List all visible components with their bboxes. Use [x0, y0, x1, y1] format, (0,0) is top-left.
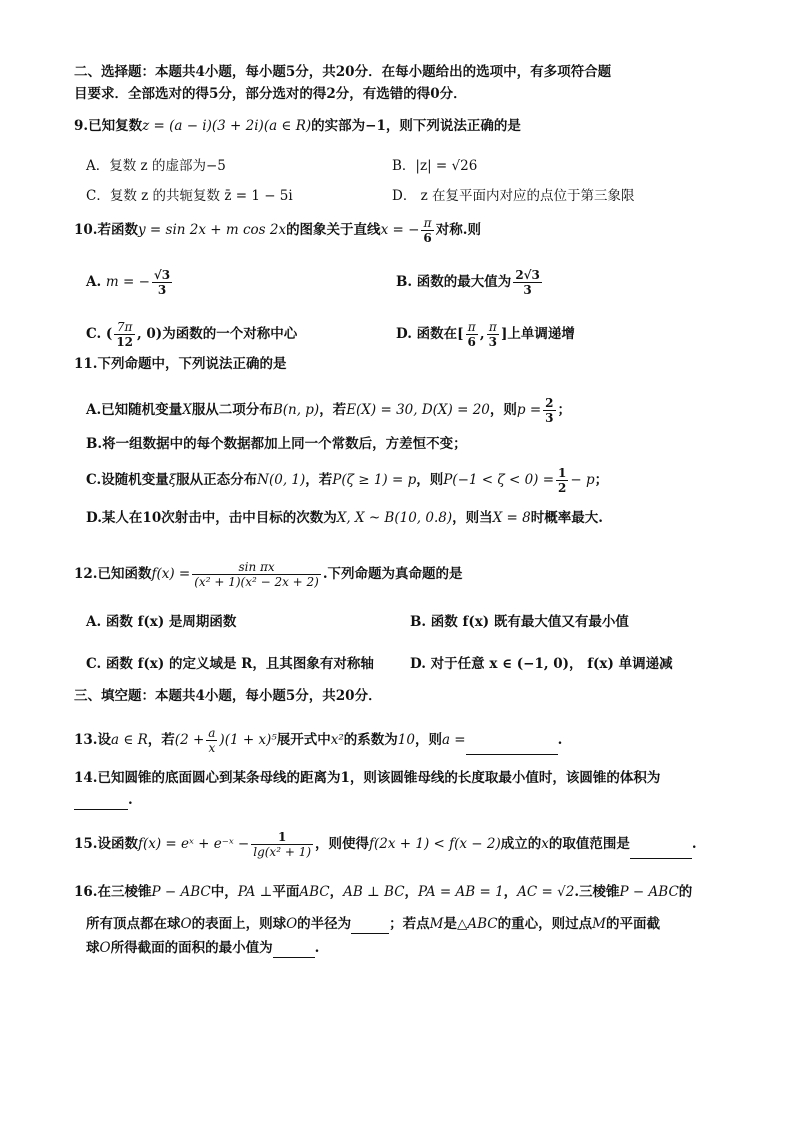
q11-b-text: B.将一组数据中的每个数据都加上同一个常数后，方差恒不变；: [86, 436, 467, 452]
q16-l1-m3: ABC: [299, 884, 330, 900]
q11-c-num: 1: [558, 466, 567, 480]
q9-option-b-text: B．|z| = √26: [392, 158, 478, 174]
q16-l2-m4: △ABC: [456, 916, 498, 932]
q13-frac-den: x: [208, 741, 216, 755]
q15-frac-den: lg(x² + 1): [253, 845, 312, 859]
q12-frac-den: (x² + 1)(x² − 2x + 2): [194, 575, 319, 589]
q12-stem: [74, 560, 734, 589]
q9-option-a: [86, 156, 226, 176]
q10-stem-x: x = −: [380, 222, 420, 238]
q12-frac: [192, 560, 321, 589]
q16-l1-m6: AC = √2: [517, 884, 575, 900]
q12-b-text: B. 函数 f(x) 既有最大值又有最小值: [410, 614, 629, 630]
q11-a-m3: E(X) = 30, D(X) = 20: [346, 402, 490, 418]
q9-stem: [74, 116, 734, 136]
q10-d-post: 上单调递增: [507, 326, 575, 342]
q13-mid2: 展开式中: [276, 732, 331, 748]
q11-c-mid3: ，则: [416, 472, 444, 488]
section2-heading-line2: [74, 84, 734, 104]
q15-m2: f(2x + 1) < f(x − 2): [369, 836, 501, 852]
q11-a-mid2: ，若: [319, 402, 347, 418]
q12-stem-post: .下列命题为真命题的是: [322, 566, 463, 582]
q14-answer-blank[interactable]: [74, 795, 128, 810]
q10-b-frac: [513, 268, 542, 297]
q14-stem: [74, 768, 734, 788]
q10-option-d: D. 函数在[ $\frac{\pi}{6}$ , $\frac{\pi}{3}$ ]上单调递增: [396, 320, 575, 349]
q11-a-num: 2: [545, 396, 554, 410]
q10-stem-mid: 的图象关于直线: [286, 222, 381, 238]
q11-c-m4: P(−1 < ζ < 0) =: [443, 472, 555, 488]
q11-a-mid3: ，则: [489, 402, 517, 418]
q16-l2-m1: O: [180, 916, 192, 932]
q16-l1-t7: 的: [678, 884, 693, 900]
q16-l2-m3: M: [429, 916, 444, 932]
q16-radius-blank[interactable]: [351, 919, 389, 934]
q16-l1-t1: 中，: [210, 884, 238, 900]
q16-l2-pre: 所有顶点都在球: [86, 916, 181, 932]
q13-m1: a ∈ R: [111, 732, 148, 748]
q11-d-post: 时概率最大.: [530, 510, 603, 526]
q16-line1: [74, 882, 734, 902]
q10-b-pre: B. 函数的最大值为: [396, 274, 512, 290]
q10-d-den1: 6: [467, 335, 476, 349]
q10-d-den2: 3: [488, 335, 497, 349]
q15-m1: f(x) = eˣ + e⁻ˣ −: [138, 836, 250, 852]
q13-pre: 13.设: [74, 732, 111, 748]
q16-l1-t5: ，: [503, 884, 518, 900]
q12-frac-num: sin πx: [192, 560, 321, 575]
q11-a-m1: X: [182, 402, 192, 418]
q16-l2-m2: O: [286, 916, 298, 932]
q15-answer-blank[interactable]: [630, 844, 692, 859]
q9-option-d-text: D． z 在复平面内对应的点位于第三象限: [392, 188, 635, 204]
q12-c-text: C. 函数 f(x) 的定义域是 R，且其图象有对称轴: [86, 656, 374, 672]
q10-d-pre: D. 函数在: [396, 326, 458, 342]
q11-c-mid: 服从正态分布: [176, 472, 258, 488]
q11-a-den: 3: [545, 411, 554, 425]
q16-l1-m1: P − ABC: [151, 884, 211, 900]
q10-frac-num: π: [421, 216, 433, 231]
q10-option-b: [396, 268, 544, 297]
q9-option-c: [86, 186, 293, 206]
q16-l2-t2: 的半径为: [297, 916, 352, 932]
q16-l1-m2: PA ⊥: [237, 884, 273, 900]
section2-heading2-text: 目要求．全部选对的得5分，部分选对的得2分，有选错的得0分．: [74, 86, 467, 102]
q11-c-post: ；: [594, 472, 609, 488]
q10-stem-post: 对称.则: [435, 222, 481, 238]
q12-option-b: [410, 612, 629, 632]
q13-answer-blank[interactable]: [466, 740, 558, 755]
q11-c-den: 2: [558, 481, 567, 495]
q11-option-d: [86, 508, 603, 528]
q11-option-c: [86, 466, 608, 495]
q15-post: .: [691, 836, 697, 852]
q11-a-frac: [543, 396, 555, 425]
q16-l1-pre: 16.在三棱锥: [74, 884, 152, 900]
q9-option-b: [392, 156, 477, 176]
section2-heading: [74, 62, 734, 82]
q14-stem2-text: .: [128, 792, 133, 808]
q9-option-c-text: C．复数 z 的共轭复数 z̄ = 1 − 5i: [86, 188, 293, 204]
q10-a-den: 3: [157, 283, 167, 297]
q13-mid4: ，则: [414, 732, 442, 748]
q10-a-math: m = −: [105, 274, 150, 290]
q11-c-m5: − p: [570, 472, 595, 488]
q11-d-m1: X, X ~ B(10, 0.8): [336, 510, 453, 526]
q12-option-a: [86, 612, 236, 632]
q16-l3-m1: O: [99, 940, 111, 956]
q9-option-a-text: A．复数 z 的虚部为−5: [86, 158, 226, 174]
q14-stem-text: 14.已知圆锥的底面圆心到某条母线的距离为1，则该圆锥母线的长度取最小值时，该圆锥的体积为: [74, 770, 661, 786]
q11-d-m2: X = 8: [492, 510, 531, 526]
q16-l1-t3: ，: [329, 884, 344, 900]
q10-c-frac: [114, 320, 135, 349]
q13-stem: [74, 726, 734, 755]
q15-frac: [251, 830, 313, 859]
q16-l2-t6: 的平面截: [605, 916, 660, 932]
q16-l3-pre: 球: [86, 940, 100, 956]
q13-mid: ，若: [147, 732, 175, 748]
q11-a-pre: A.已知随机变量: [86, 402, 183, 418]
q11-d-mid: ，则当: [452, 510, 493, 526]
q11-c-frac: [556, 466, 568, 495]
q16-l1-t4: ，: [404, 884, 419, 900]
q11-stem: [74, 354, 734, 374]
q10-stem: [74, 216, 734, 245]
q15-mid3: 的取值范围是: [548, 836, 630, 852]
q16-l2-m5: M: [592, 916, 606, 932]
q10-c-pre: C.: [86, 326, 102, 342]
q9-stem-post: 的实部为−1，则下列说法正确的是: [311, 118, 521, 134]
q11-a-m4: p =: [516, 402, 542, 418]
q16-l3-post: .: [314, 940, 320, 956]
q13-m2a: (2 +: [174, 732, 205, 748]
q12-a-text: A. 函数 f(x) 是周期函数: [86, 614, 237, 630]
q9-stem-math: z = (a − i)(3 + 2i)(a ∈ R): [142, 118, 312, 134]
q16-l3-t1: 所得截面的面积的最小值为: [110, 940, 273, 956]
q13-m4: 10: [397, 732, 415, 748]
q10-stem-frac: [421, 216, 433, 245]
q11-c-m1: ξ: [168, 472, 177, 488]
q15-mid: ，则使得: [315, 836, 370, 852]
q15-frac-num: 1: [251, 830, 313, 845]
q15-pre: 15.设函数: [74, 836, 138, 852]
q10-d-num1: π: [466, 320, 478, 335]
q12-stem-fx: f(x) =: [151, 566, 191, 582]
q16-area-blank[interactable]: [273, 943, 315, 958]
q16-l1-m5: PA = AB = 1: [418, 884, 504, 900]
q9-stem-pre: 9.已知复数: [74, 118, 143, 134]
section3-heading: [74, 686, 734, 706]
q16-l1-t2: 平面: [272, 884, 300, 900]
q13-frac-num: a: [208, 726, 216, 740]
q16-l2-t4: 是: [443, 916, 457, 932]
section2-heading-text: 二、选择题：本题共4小题，每小题5分，共20分．在每小题给出的选项中，有多项符合题: [74, 64, 612, 80]
q12-option-d: [410, 654, 673, 674]
q14-stem-line2: [74, 790, 734, 810]
q10-b-num: 2√3: [515, 268, 540, 282]
q11-stem-text: 11.下列命题中，下列说法正确的是: [74, 356, 287, 372]
q16-l2-t5: 的重心，则过点: [497, 916, 593, 932]
q9-option-d: [392, 186, 635, 206]
q10-d-frac1: [466, 320, 478, 349]
section3-heading-text: 三、填空题：本题共4小题，每小题5分，共20分．: [74, 688, 382, 704]
q12-stem-pre: 12.已知函数: [74, 566, 152, 582]
q10-stem-math: y = sin 2x + m cos 2x: [138, 222, 287, 238]
q10-a-num: √3: [153, 268, 171, 282]
q11-a-m2: B(n, p): [272, 402, 320, 418]
q16-line2: [86, 914, 746, 934]
q13-post: .: [557, 732, 563, 748]
q10-d-num2: π: [487, 320, 499, 335]
q12-option-c: [86, 654, 374, 674]
q16-l1-t6: .三棱锥: [574, 884, 620, 900]
q10-c-den: 12: [116, 335, 134, 349]
q16-l2-t3: ；若点: [389, 916, 430, 932]
q15-mid2: 成立的: [500, 836, 542, 852]
q10-c-num: 7π: [114, 320, 135, 335]
q16-l1-m7: P − ABC: [619, 884, 679, 900]
q12-d-text: D. 对于任意 x ∈ (−1, 0)， f(x) 单调递减: [410, 656, 673, 672]
q16-l1-m4: AB ⊥ BC: [343, 884, 405, 900]
q11-c-mid2: ，若: [305, 472, 333, 488]
q13-m2b: )(1 + x)⁵: [219, 732, 277, 748]
q15-stem: [74, 830, 734, 859]
q11-a-post: ；: [557, 402, 571, 418]
q10-c-post: 为函数的一个对称中心: [162, 326, 298, 342]
q11-option-b: [86, 434, 467, 454]
q16-line3: [86, 938, 746, 958]
q13-frac: [206, 726, 217, 755]
q10-frac-den: 6: [423, 231, 432, 245]
q11-c-m3: P(ζ ≥ 1) = p: [332, 472, 417, 488]
q10-option-a: [86, 268, 174, 297]
q11-c-m2: N(0, 1): [257, 472, 306, 488]
q11-a-mid: 服从二项分布: [191, 402, 273, 418]
q13-mid3: 的系数为: [343, 732, 398, 748]
q10-d-frac2: [487, 320, 499, 349]
q10-option-c: C. ( $\frac{7\pi}{12}$ , 0)为函数的一个对称中心: [86, 320, 298, 349]
q13-m5: a =: [441, 732, 466, 748]
q13-m3: x²: [330, 732, 344, 748]
q16-l2-t1: 的表面上，则球: [191, 916, 287, 932]
q11-d-pre: D.某人在10次射击中，击中目标的次数为: [86, 510, 337, 526]
q15-m3: x: [541, 836, 549, 852]
q10-a-pre: A.: [86, 274, 102, 290]
q11-option-a: [86, 396, 571, 425]
q11-c-pre: C.设随机变量: [86, 472, 169, 488]
q10-stem-pre: 10.若函数: [74, 222, 138, 238]
q10-a-frac: [152, 268, 172, 297]
q10-b-den: 3: [523, 283, 532, 297]
